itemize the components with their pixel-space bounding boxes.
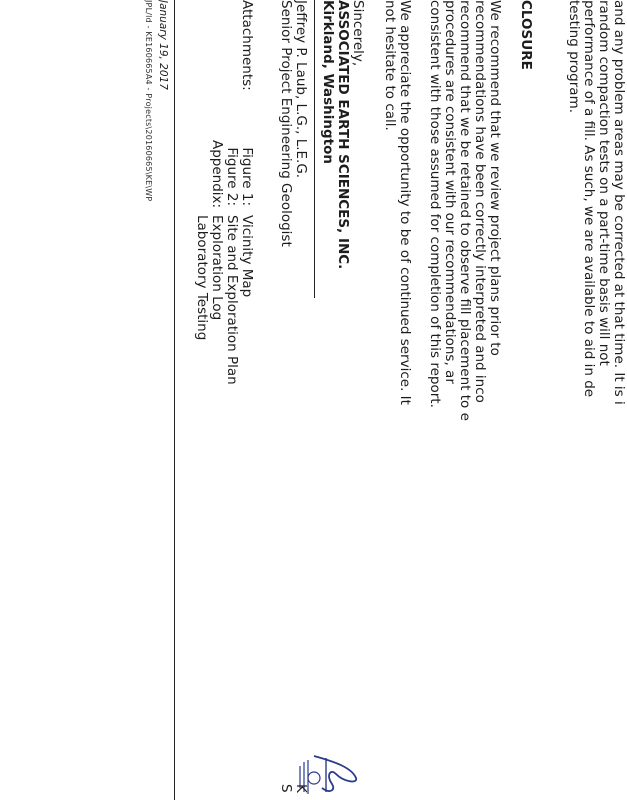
signer-name: Jeffrey P. Laub, L.G., L.E.G.: [293, 0, 309, 179]
company-location: Kirkland, Washington: [320, 0, 336, 164]
attachment-desc: Laboratory Testing: [194, 215, 210, 341]
footer-path: JPL/ld - KE160665A4 - Projects\20160665\KE\WP: [144, 0, 153, 202]
body-line: testing program.: [566, 0, 582, 114]
section-heading-closure: CLOSURE: [518, 0, 534, 70]
signature-rule: [314, 0, 315, 298]
attachment-id: Figure 2:: [224, 147, 240, 206]
body-line: performance of a fill. As such, we are available to aid in de: [581, 0, 597, 398]
signer-title-fragment: S: [278, 784, 294, 793]
attachment-desc: Site and Exploration Plan: [224, 215, 240, 385]
body-line: and any problem areas may be corrected at that time. It is i: [611, 0, 627, 405]
attachment-desc: Vicinity Map: [239, 215, 255, 298]
closure-line: recommendations have been correctly interpreted and inco: [472, 0, 488, 403]
footer-rule: [174, 0, 175, 800]
closure-line: procedures are consistent with our recommendations, ar: [442, 0, 458, 384]
appreciation-line: not hesitate to call.: [382, 0, 398, 131]
closure-line: We recommend that we review project plans prior to: [487, 0, 503, 356]
closure-line: recommend that we be retained to observe fill placement to e: [457, 0, 473, 421]
body-line: random compaction tests on a part-time basis will not: [596, 0, 612, 366]
company-name: ASSOCIATED EARTH SCIENCES, INC.: [335, 0, 351, 270]
salutation: Sincerely,: [350, 0, 366, 67]
signer-title: Senior Project Engineering Geologist: [278, 0, 294, 247]
footer-date: January 19, 2017: [157, 0, 169, 90]
attachments-label: Attachments:: [239, 0, 255, 91]
closure-line: consistent with those assumed for completion of this report.: [427, 0, 443, 408]
appreciation-line: We appreciate the opportunity to be of continued service. It: [397, 0, 413, 405]
attachment-desc: Exploration Log: [209, 215, 225, 321]
attachment-id: Appendix:: [209, 140, 225, 209]
signer-name-fragment: K: [293, 784, 309, 793]
attachment-id: Figure 1:: [239, 147, 255, 206]
